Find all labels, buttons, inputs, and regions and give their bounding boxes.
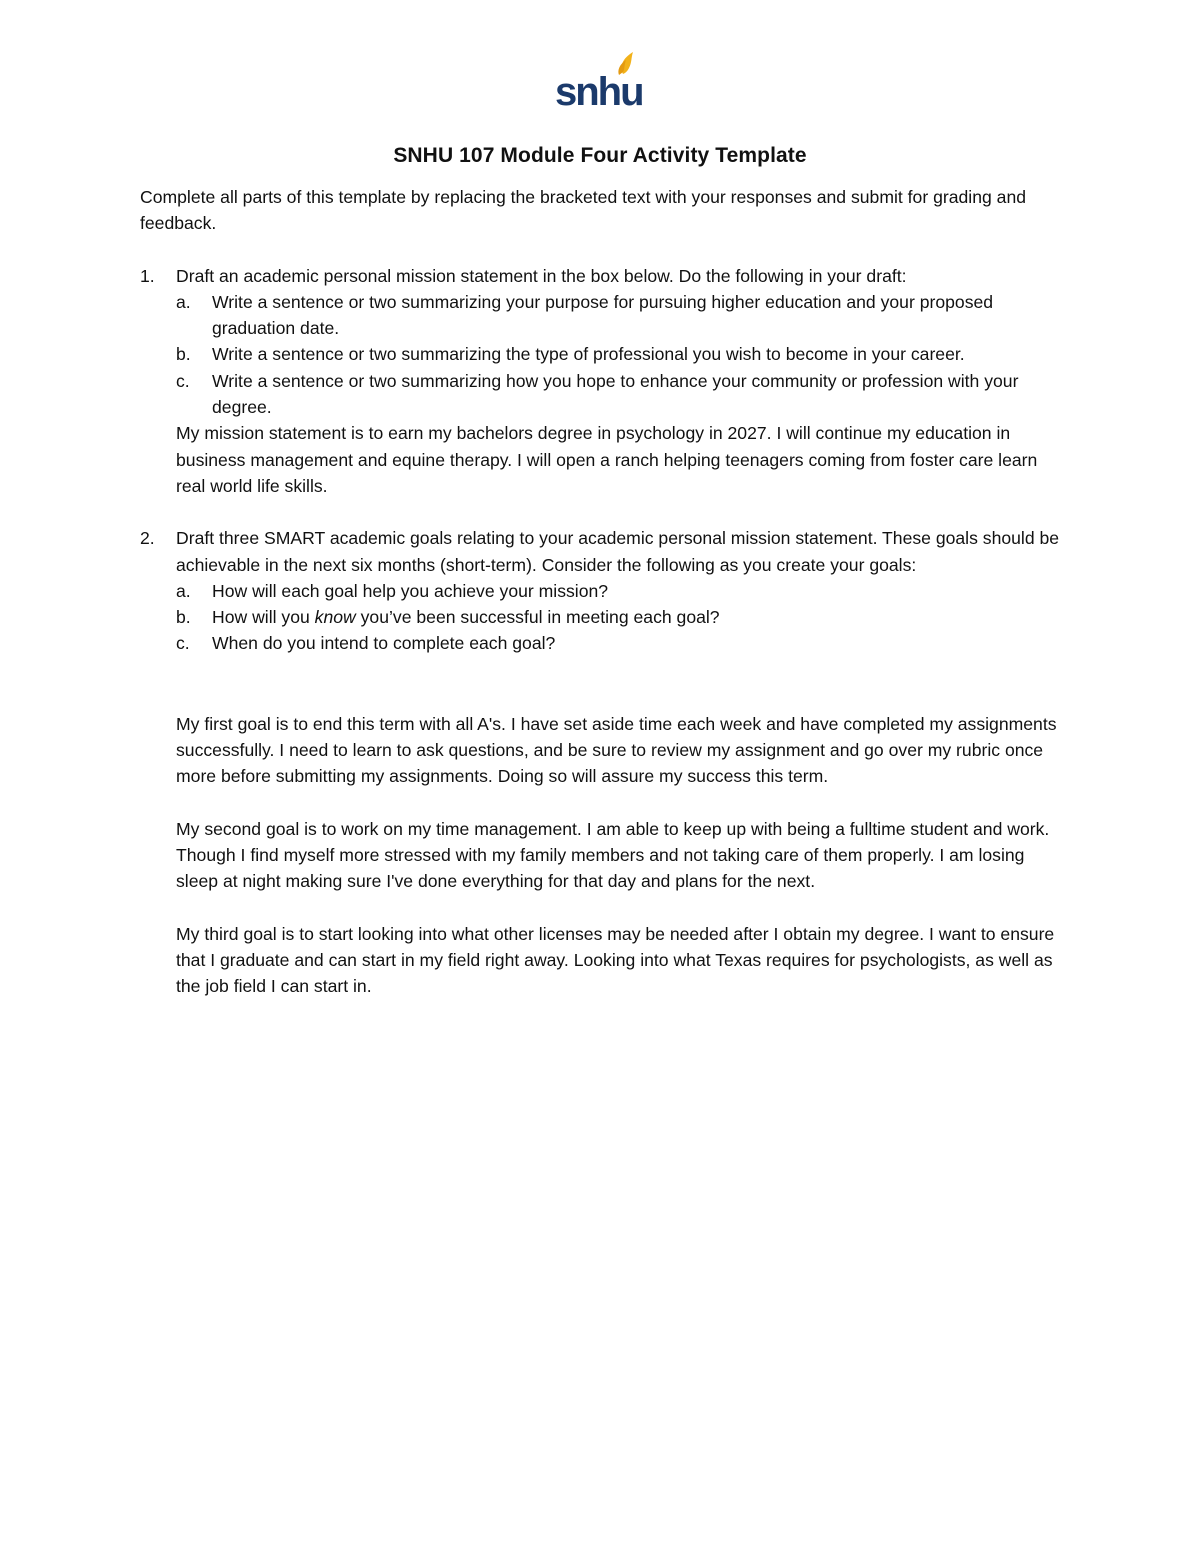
- sub-item-b: [176, 604, 1060, 630]
- list-item-1: [140, 263, 1060, 500]
- sub-item-text: How will each goal help you achieve your mission?: [212, 580, 609, 601]
- sub-item-a: [176, 578, 1060, 604]
- sub-item-label: a.: [176, 580, 191, 601]
- snhu-logo: [553, 48, 643, 110]
- document-title: SNHU 107 Module Four Activity Template: [393, 144, 807, 167]
- logo-text: snhu: [555, 70, 643, 110]
- sub-item-text-after: you’ve been successful in meeting each goal?: [355, 607, 720, 628]
- sub-item-label: c.: [176, 633, 190, 654]
- sub-item-label: b.: [176, 607, 191, 628]
- sub-list: [176, 289, 1060, 420]
- sub-item-text: Write a sentence or two summarizing the type of professional you wish to become in your career.: [212, 344, 965, 365]
- item-number: 2.: [140, 528, 155, 549]
- list-item-2: [140, 525, 1060, 999]
- goal-paragraph-3: My third goal is to start looking into what other licenses may be needed after I obtain my degree. I want to ensure that I graduate and can start in my field right away. Looking into what Texas requires for psychologists, as well as the job field I can start in.: [176, 923, 1055, 997]
- sub-item-a: [176, 289, 1060, 342]
- sub-item-text: Write a sentence or two summarizing your purpose for pursuing higher education and your proposed graduation date.: [212, 291, 994, 339]
- sub-item-text: When do you intend to complete each goal?: [212, 633, 556, 654]
- sub-item-c: [176, 630, 1060, 656]
- sub-item-b: [176, 341, 1060, 367]
- goals-response: [176, 711, 1060, 1000]
- sub-list: [176, 578, 1060, 657]
- sub-item-text-before: How will you: [212, 607, 315, 628]
- goal-paragraph-2: My second goal is to work on my time management. I am able to keep up with being a fulltime student and work. Though I find myself more stressed with my family members and not taking care of them properly. I am losing sleep at night making sure I've done everything for that day and plans for the next.: [176, 818, 1050, 892]
- mission-statement-response: My mission statement is to earn my bachelors degree in psychology in 2027. I will continue my education in business management and equine therapy. I will open a ranch helping teenagers coming from foster care learn real world life skills.: [176, 423, 1038, 496]
- snhu-logo-graphic: [553, 48, 643, 110]
- sub-item-label: b.: [176, 344, 191, 365]
- sub-item-text: Write a sentence or two summarizing how you hope to enhance your community or profession with your degree.: [212, 370, 1019, 418]
- item-prompt: Draft an academic personal mission statement in the box below. Do the following in your draft:: [176, 265, 907, 286]
- goal-paragraph-1: My first goal is to end this term with all A's. I have set aside time each week and have completed my assignments successfully. I need to learn to ask questions, and be sure to review my assignment and go over my rubric once more before submitting my assignments. Doing so will assure my success this term.: [176, 713, 1057, 787]
- item-number: 1.: [140, 265, 155, 286]
- document-body: [140, 184, 1060, 1025]
- sub-item-c: [176, 368, 1060, 421]
- sub-item-text-emphasis: know: [314, 607, 356, 628]
- sub-item-label: c.: [176, 370, 190, 391]
- item-prompt: Draft three SMART academic goals relating to your academic personal mission statement. These goals should be achievable in the next six months (short-term). Consider the following as you create your goals:: [176, 528, 1060, 575]
- intro-paragraph: Complete all parts of this template by replacing the bracketed text with your responses and submit for grading and feedback.: [140, 187, 1027, 234]
- sub-item-label: a.: [176, 291, 191, 312]
